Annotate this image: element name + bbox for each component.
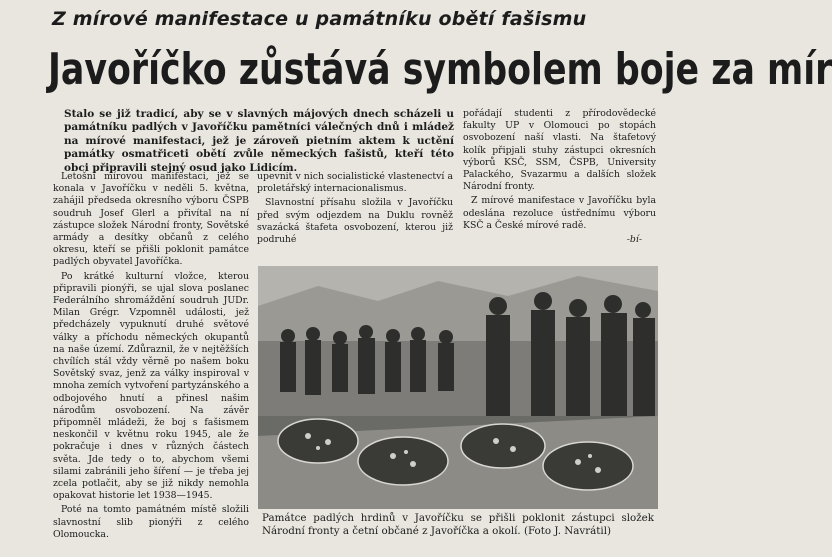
paragraph: Letošní mírovou manifestaci, jež se konala v Javoříčku v neděli 5. května, zahájil předseda okresního výboru ČSPB soudruh Josef Glerl a přivítal na ní zástupce složek Národní fronty, Sovětské armády a desítky občanů z celého okresu, kteří se přišli poklonit památce padlých obyvatel Javoříčka.	[53, 171, 249, 268]
paragraph: Z mírové manifestace v Javoříčku byla odeslána rezoluce ústřednímu výboru KSČ a České mírové radě.	[463, 195, 656, 231]
paragraph: Poté na tomto památném místě složili slavnostní slib pionýři z celého Olomoucka.	[53, 504, 249, 540]
text-column-1	[53, 171, 249, 557]
paragraph: upevnit v nich socialistické vlastenectví a proletářský internacionalismus.	[257, 171, 453, 195]
memorial-photo	[258, 266, 658, 509]
article-kicker: Z mírové manifestace u památníku obětí fašismu	[52, 8, 587, 30]
photo-caption: Památce padlých hrdinů v Javoříčku se přišli poklonit zástupci složek Národní fronty a četní občané z Javoříčka a okolí. (Foto J. Navrátil)	[262, 512, 654, 537]
text-column-3	[463, 108, 656, 260]
paragraph: pořádají studenti z přírodovědecké fakulty UP v Olomouci po stopách osvobození naší vlasti. Na štafetový kolík připjali stuhy zástupci okresních výborů KSČ, SSM, ČSPB, University Palackého, Svazarmu a dalších složek Národní fronty.	[463, 108, 656, 193]
article-headline: Javoříčko zůstává symbolem boje za mír	[48, 44, 832, 95]
memorial-photo-illustration	[258, 266, 658, 509]
paragraph: Po krátké kulturní vložce, kterou připravili pionýři, se ujal slova poslanec Federálního shromáždění soudruh JUDr. Milan Grégr. Vzpomněl události, jež předcházely vypuknutí druhé světové války a příchodu německých okupantů na naše území. Zdůraznil, že v nejtěžších chvílích stál vždy věrně po našem boku Sovětský svaz, jenž za války inspiroval v mnoha zemích vytvoření partyzánského a odbojového hnutí a přinesl našim národům osvobození. Na závěr připomněl mládeži, že boj s fašismem neskončil v květnu roku 1945, ale že pokračuje i dnes v různých částech světa. Jde tedy o to, abychom všemi silami zabránili jeho šíření — je třeba jej zcela potlačit, aby se již nikdy nemohla opakovat historie let 1938—1945.	[53, 270, 249, 502]
author-signature: -bí-	[626, 234, 642, 246]
text-column-2	[257, 171, 453, 263]
paragraph: Slavnostní přísahu složila v Javoříčku před svým odjezdem na Duklu rovněž svazácká štafeta osvobození, kterou již podruhé	[257, 197, 453, 246]
article-lead: Stalo se již tradicí, aby se v slavných májových dnech scházeli u památníku padlých v Javoříčku pamětníci válečných dnů i mládež na mírové manifestaci, jež je zároveň pietním aktem k uctění památky osmatřiceti obětí zvůle německých fašistů, kteří této obci připravili stejný osud jako Lidicím.	[64, 108, 454, 174]
